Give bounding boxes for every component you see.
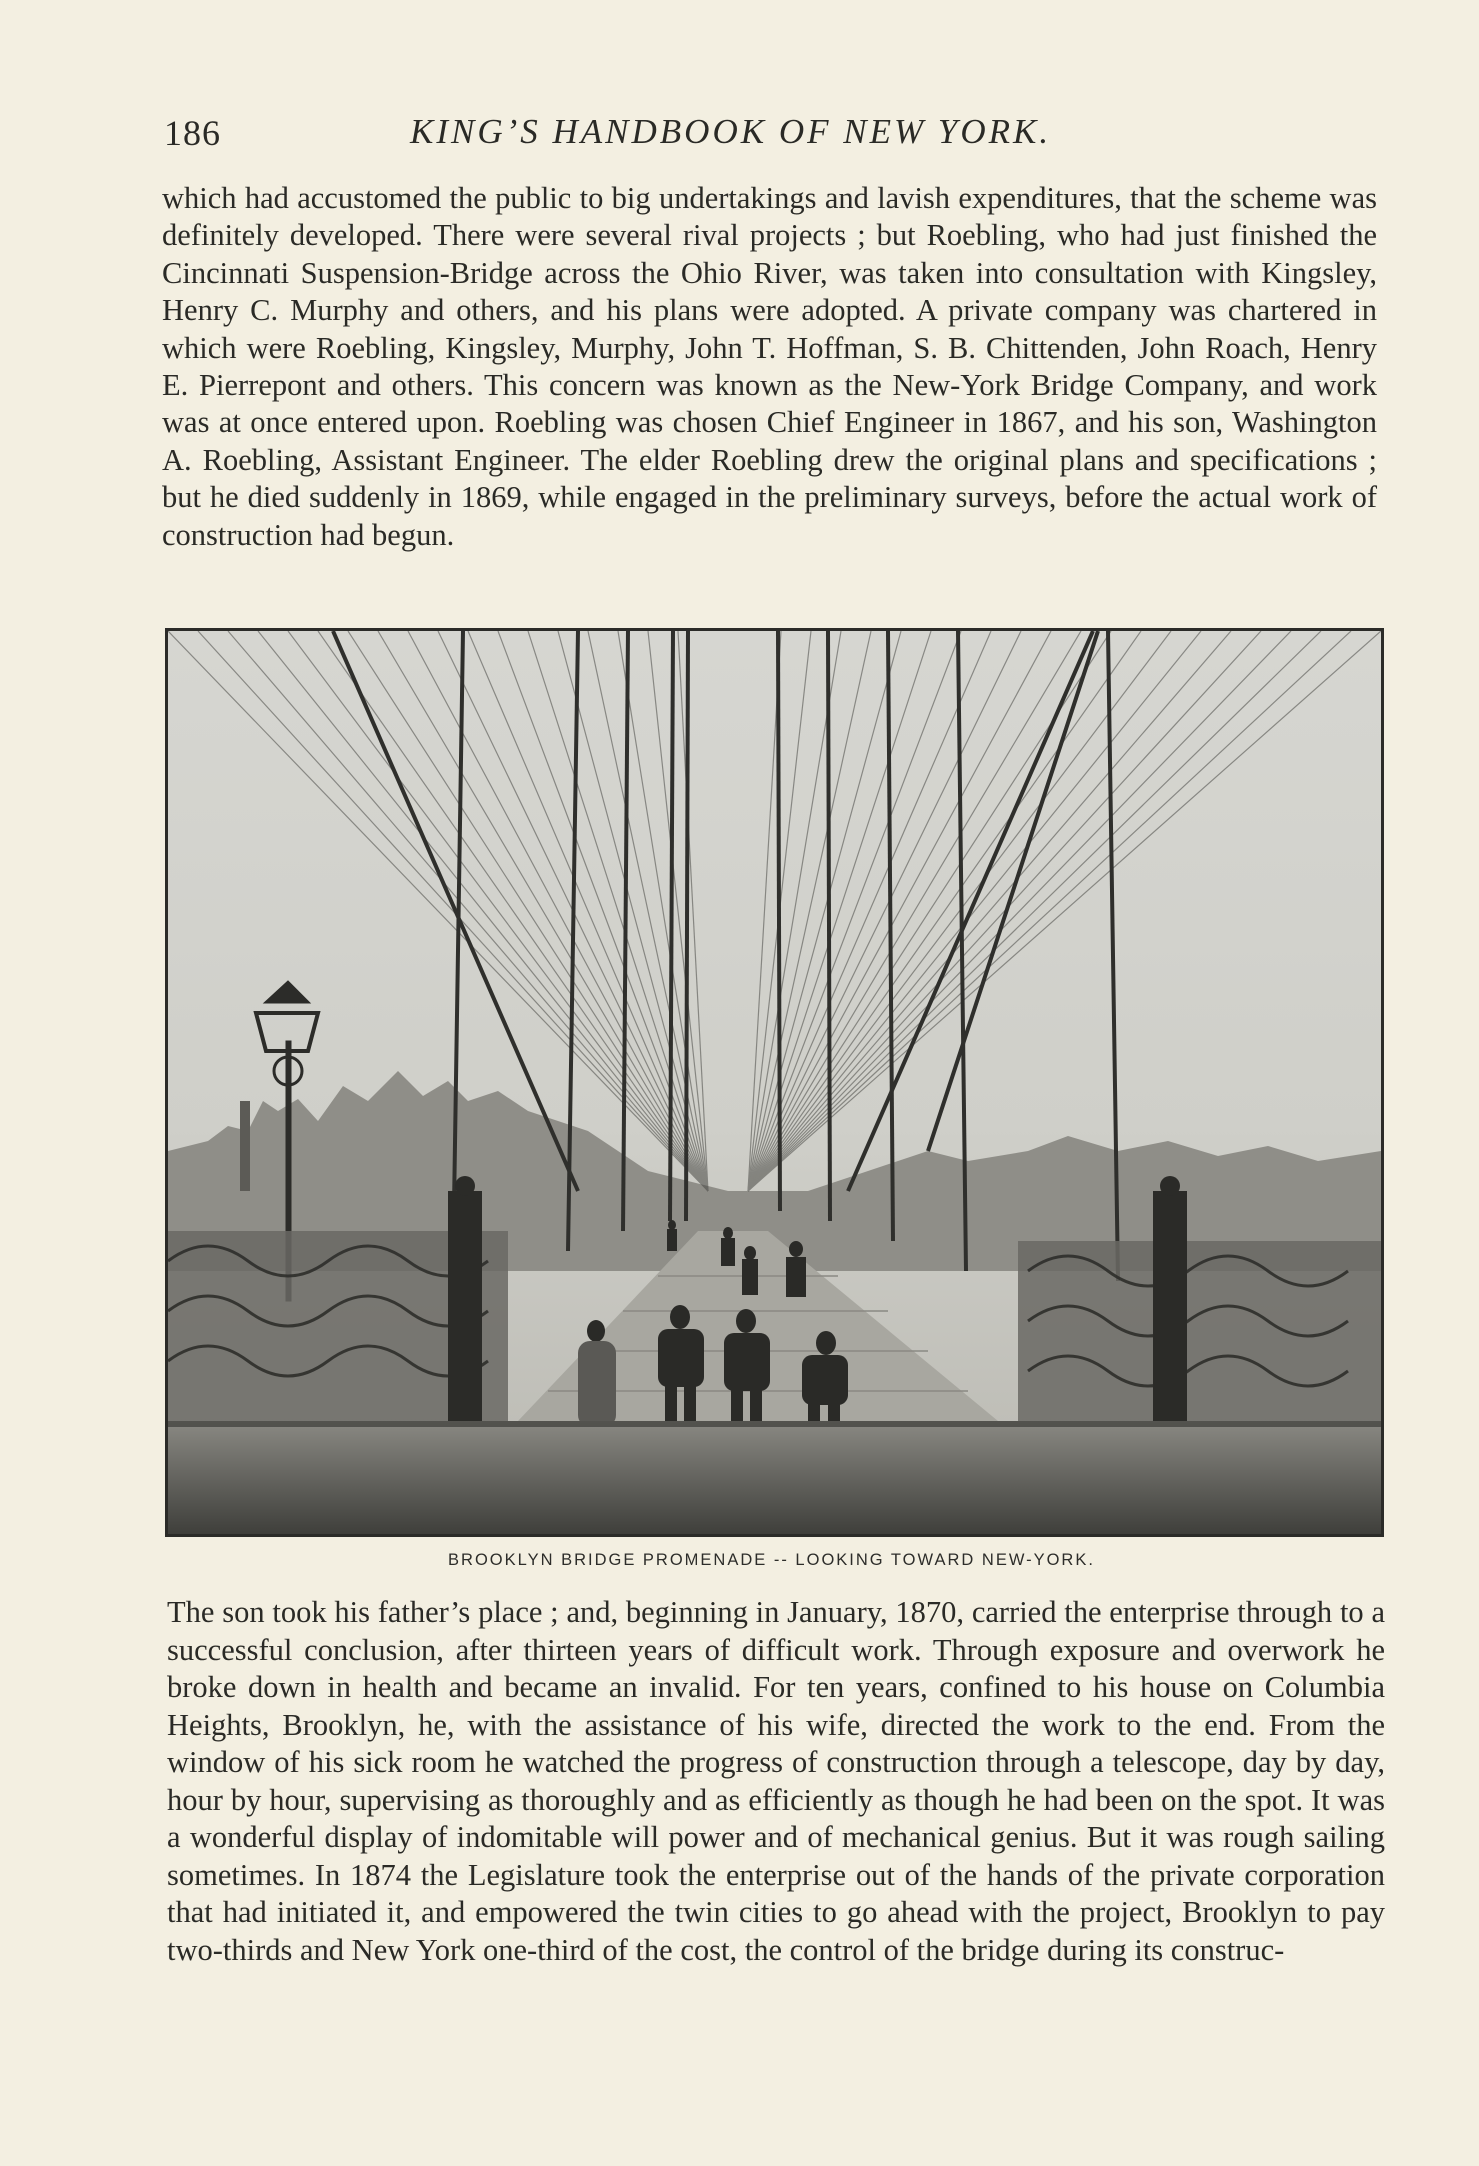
paragraph-top: which had accustomed the public to big undertakings and lavish expenditures, that the scheme was definitely developed. There were several rival projects ; but Roebling, who had just finished the Cincinnati Suspension-Bridge across the Ohio River, was taken into consultation with Kingsley, Henry C. Murphy and others, and his plans were adopted. A private company was chartered in which were Roebling, Kingsley, Murphy, John T. Hoffman, S. B. Chittenden, John Roach, Henry E. Pierrepont and others. This concern was known as the New-York Bridge Company, and work was at once entered upon. Roebling was chosen Chief Engineer in 1867, and his son, Washington A. Roebling, Assistant Engineer. The elder Roebling drew the original plans and specifications ; but he died suddenly in 1869, while engaged in the preliminary surveys, before the actual work of construction had begun.: [162, 181, 1377, 552]
running-title: KING’S HANDBOOK OF NEW YORK.: [410, 112, 1052, 151]
illustration-caption: BROOKLYN BRIDGE PROMENADE -- LOOKING TOWARD NEW-YORK.: [448, 1551, 1095, 1569]
paragraph-bottom: The son took his father’s place ; and, beginning in January, 1870, carried the enterprise through to a successful conclusion, after thirteen years of difficult work. Through exposure and overwork he broke down in health and became an invalid. For ten years, confined to his house on Columbia Heights, Brooklyn, he, with the assistance of his wife, directed the work to the end. From the window of his sick room he watched the progress of construction through a telescope, day by day, hour by hour, supervising as thoroughly and as efficiently as though he had been on the spot. It was a wonderful display of indomitable will power and of mechanical genius. But it was rough sailing sometimes. In 1874 the Legislature took the enterprise out of the hands of the private corporation that had initiated it, and empowered the twin cities to go ahead with the project, Brooklyn to pay two-thirds and New York one-third of the cost, the control of the bridge during its construc-: [167, 1595, 1385, 1967]
page-number: 186: [164, 113, 221, 153]
page-header: [160, 112, 1380, 162]
bridge-photograph: [165, 628, 1384, 1537]
bridge-promenade-image: [168, 631, 1381, 1534]
